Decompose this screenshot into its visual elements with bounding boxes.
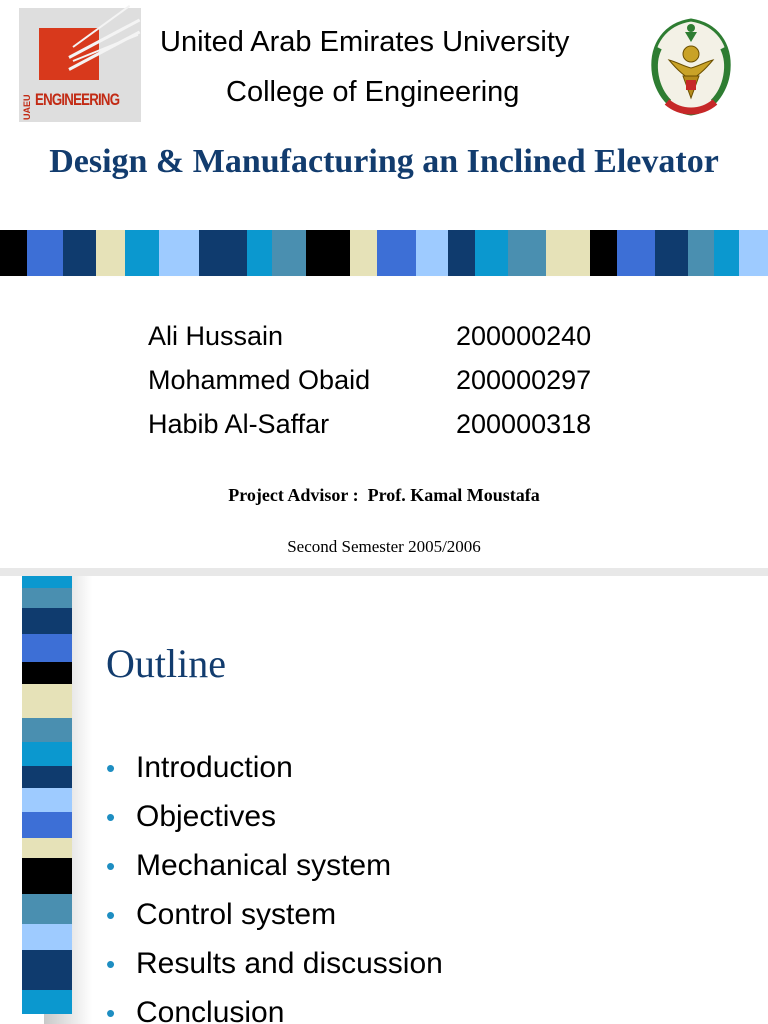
- outline-item: [106, 944, 443, 993]
- stripe-block: [377, 230, 415, 276]
- outline-item-label: Objectives: [136, 800, 277, 833]
- stripe-block: [22, 766, 72, 788]
- outline-title: Outline: [106, 641, 226, 686]
- university-name: United Arab Emirates University: [160, 26, 570, 58]
- uaeu-eagle-emblem-icon: [645, 14, 737, 118]
- stripe-block: [22, 924, 72, 950]
- stripe-block: [22, 684, 72, 718]
- stripe-block: [22, 742, 72, 766]
- student-name: Habib Al-Saffar: [148, 409, 330, 439]
- outline-item: [106, 846, 443, 895]
- stripe-block: [22, 858, 72, 894]
- bullet-icon: •: [106, 802, 116, 832]
- stripe-block: [546, 230, 590, 276]
- bullet-icon: •: [106, 998, 116, 1024]
- stripe-block: [22, 894, 72, 924]
- outline-item-label: Control system: [136, 898, 337, 931]
- stripe-block: [739, 230, 768, 276]
- stripe-block: [508, 230, 546, 276]
- stripe-block: [306, 230, 350, 276]
- decorative-stripe-column: [0, 576, 92, 1024]
- outline-item-label: Results and discussion: [136, 947, 443, 980]
- outline-item: [106, 895, 443, 944]
- stripe-block: [688, 230, 715, 276]
- outline-item-label: Conclusion: [136, 996, 285, 1024]
- stripe-block: [63, 230, 96, 276]
- student-row: [148, 318, 648, 362]
- stripe-block: [448, 230, 475, 276]
- project-advisor: Project Advisor : Prof. Kamal Moustafa: [228, 485, 540, 505]
- college-name: College of Engineering: [226, 76, 520, 108]
- stripe-block: [475, 230, 508, 276]
- outline-slide: [0, 576, 768, 1024]
- stripe-block: [22, 588, 72, 608]
- stripe-block: [22, 634, 72, 662]
- stripe-block: [22, 990, 72, 1014]
- stripe-block: [247, 230, 272, 276]
- stripe-block: [590, 230, 617, 276]
- stripe-block: [125, 230, 159, 276]
- stripe-block: [199, 230, 247, 276]
- student-id: 200000297: [456, 365, 592, 395]
- student-row: [148, 406, 648, 450]
- uaeu-engineering-logo: [19, 8, 141, 122]
- outline-item: [106, 797, 443, 846]
- decorative-stripe-bar: [0, 230, 768, 278]
- stripe-block: [0, 230, 27, 276]
- stripe-block: [617, 230, 655, 276]
- stripe-block: [22, 718, 72, 742]
- stripe-block: [655, 230, 688, 276]
- bullet-icon: •: [106, 753, 116, 783]
- presentation-title: Design & Manufacturing an Inclined Elevator: [49, 143, 719, 180]
- logo-side-text: UAEU: [22, 94, 32, 120]
- student-id: 200000318: [456, 409, 592, 439]
- bullet-icon: •: [106, 851, 116, 881]
- stripe-block: [714, 230, 739, 276]
- stripe-block: [22, 576, 72, 588]
- logo-mark-icon: [39, 28, 99, 80]
- stripe-block: [416, 230, 449, 276]
- stripe-block: [27, 230, 63, 276]
- stripe-block: [272, 230, 306, 276]
- outline-item-label: Mechanical system: [136, 849, 392, 882]
- student-name: Ali Hussain: [148, 321, 284, 351]
- stripe-block: [22, 838, 72, 858]
- outline-item-label: Introduction: [136, 751, 293, 784]
- outline-item: [106, 748, 443, 797]
- stripe-block: [22, 662, 72, 684]
- stripe-block: [350, 230, 377, 276]
- logo-wordmark: ENGINEERING: [35, 90, 120, 109]
- stripe-block: [159, 230, 199, 276]
- student-name: Mohammed Obaid: [148, 365, 371, 395]
- stripe-block: [96, 230, 125, 276]
- outline-list: [106, 748, 443, 1024]
- bullet-icon: •: [106, 949, 116, 979]
- stripe-block: [22, 788, 72, 812]
- semester-label: Second Semester 2005/2006: [287, 537, 481, 556]
- stripe-block: [22, 608, 72, 634]
- stripe-block: [22, 812, 72, 838]
- student-id: 200000240: [456, 321, 592, 351]
- stripe-block: [22, 950, 72, 990]
- slide-separator: [0, 568, 768, 576]
- bullet-icon: •: [106, 900, 116, 930]
- student-row: [148, 362, 648, 406]
- outline-item: [106, 993, 443, 1024]
- student-list: [148, 318, 648, 450]
